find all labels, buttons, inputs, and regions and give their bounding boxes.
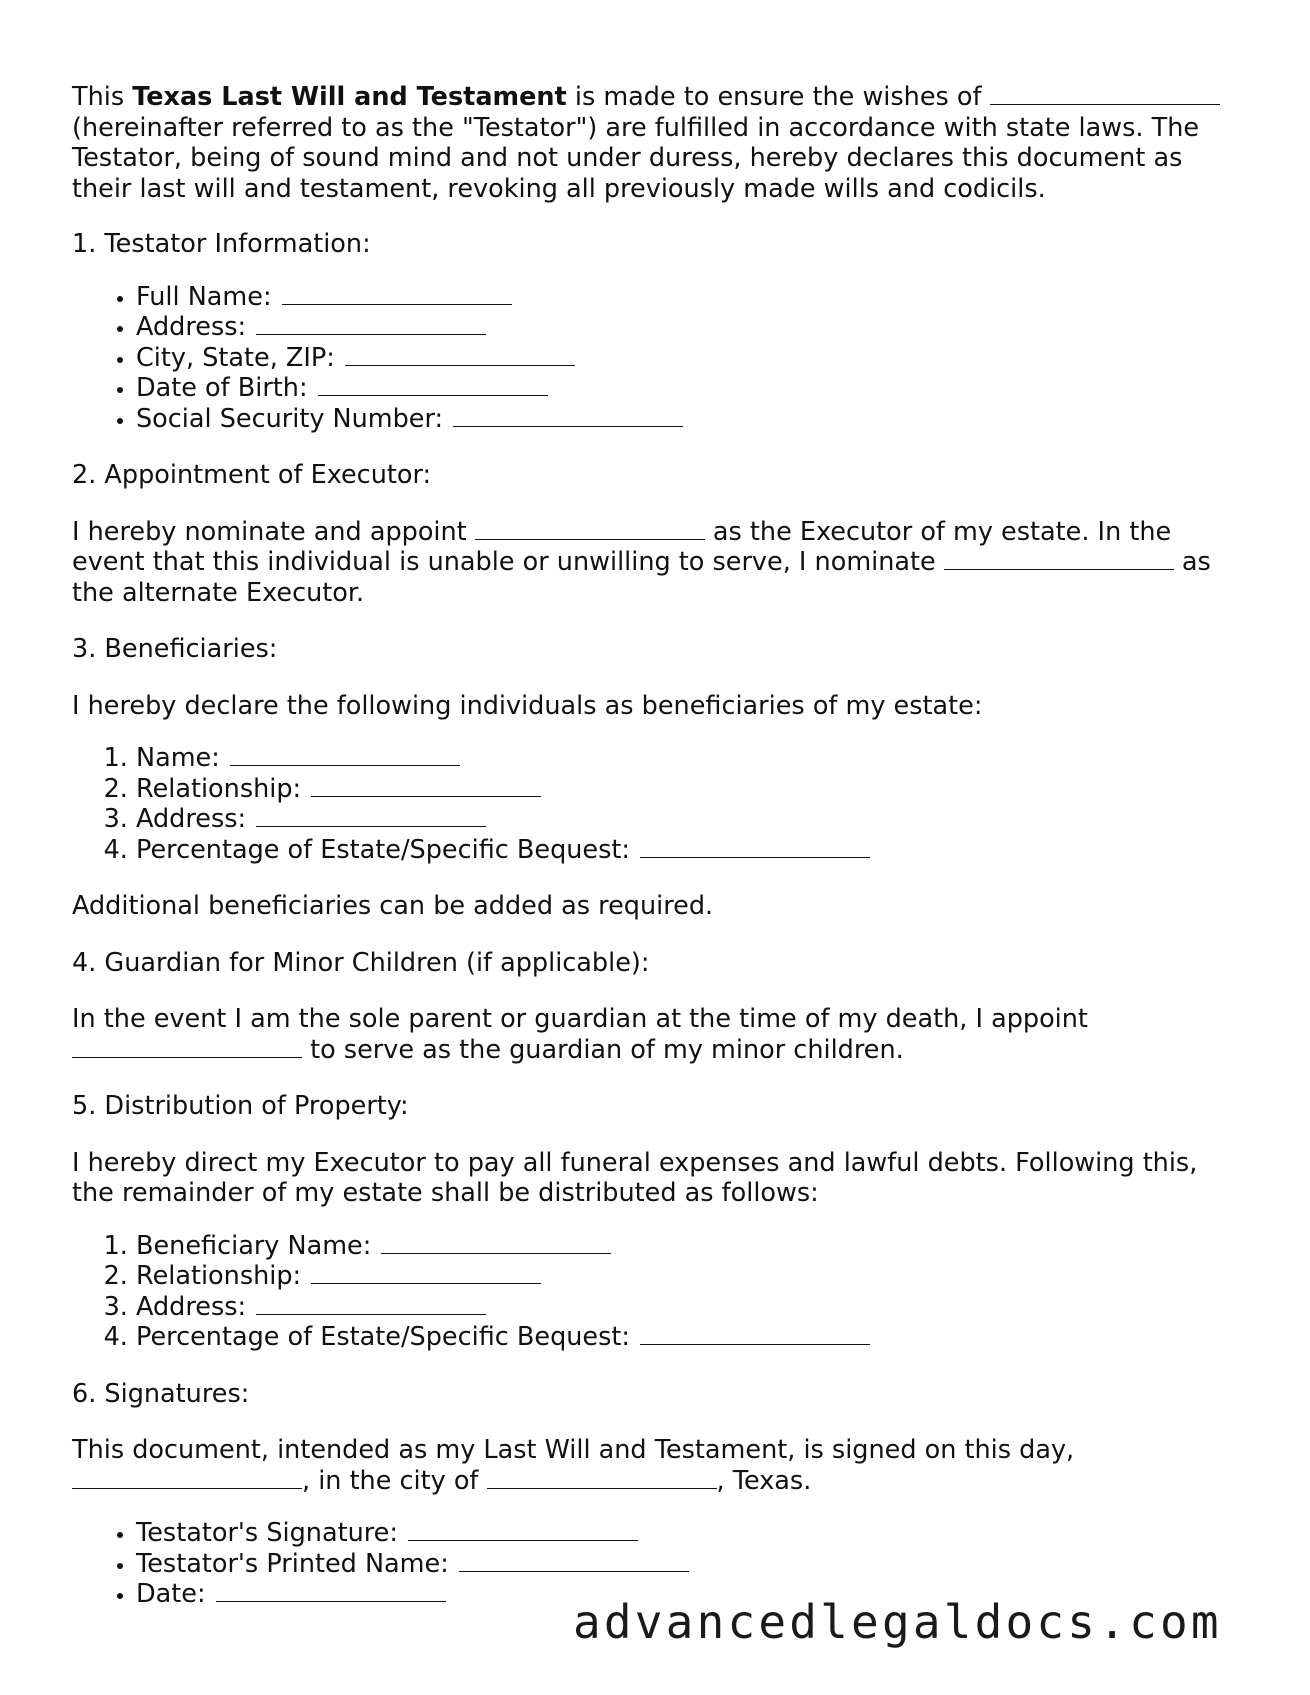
list-item: • Date of Birth: [136, 373, 1242, 404]
address-blank[interactable] [256, 312, 486, 335]
section-1-heading: 1. Testator Information: [72, 229, 371, 259]
executor-paragraph: I hereby nominate and appoint as the Executor of my estate. In the event that this individual is unable or unwilling to serve, I nominate as the alternate Executor. [72, 516, 1211, 608]
signature-paragraph: This document, intended as my Last Will and Testament, is signed on this day, , in the city of , Texas. [72, 1435, 1075, 1496]
city-state-zip-blank[interactable] [345, 343, 575, 366]
will-document [72, 82, 1242, 1636]
guardian-blank[interactable] [72, 1035, 302, 1058]
section-6-heading: 6. Signatures: [72, 1378, 250, 1409]
list-item: • Full Name: [136, 282, 1242, 313]
signature-date-blank[interactable] [216, 1579, 446, 1602]
ssn-blank[interactable] [453, 404, 683, 427]
document-title: Texas Last Will and Testament [132, 82, 567, 112]
alternate-executor-blank[interactable] [944, 547, 1174, 570]
list-item: 2. Relationship: [136, 1261, 1242, 1292]
distribution-lead: I hereby direct my Executor to pay all funeral expenses and lawful debts. Following this, the remainder of my estate shall be distributed as follows: [72, 1147, 1198, 1208]
section-4-heading: 4. Guardian for Minor Children (if applicable): [72, 947, 650, 978]
testator-signature-blank[interactable] [408, 1518, 638, 1541]
distribution-address-blank[interactable] [256, 1292, 486, 1315]
intro-paragraph: This Texas Last Will and Testament is made to ensure the wishes of (hereinafter referred to as the "Testator") are fulfilled in accordance with state laws. The Testator, being of sound mind and not under duress, hereby declares this document as their last will and testament, revoking all previously made wills and codicils. [72, 82, 1242, 204]
beneficiary-percentage-blank[interactable] [640, 835, 870, 858]
distribution-relationship-blank[interactable] [311, 1261, 541, 1284]
list-item: 1. Name: [136, 743, 1242, 774]
beneficiary-name-blank[interactable] [230, 743, 460, 766]
list-item: • City, State, ZIP: [136, 343, 1242, 374]
beneficiary-relationship-blank[interactable] [311, 774, 541, 797]
section-2-heading: 2. Appointment of Executor: [72, 460, 432, 490]
distribution-name-blank[interactable] [381, 1231, 611, 1254]
beneficiaries-note: Additional beneficiaries can be added as required. [72, 891, 714, 921]
list-item: • Testator's Printed Name: [136, 1549, 1242, 1580]
testator-printed-name-blank[interactable] [459, 1549, 689, 1572]
signing-city-blank[interactable] [487, 1466, 717, 1489]
distribution-percentage-blank[interactable] [640, 1322, 870, 1345]
list-item: • Testator's Signature: [136, 1518, 1242, 1549]
full-name-blank[interactable] [282, 282, 512, 305]
testator-name-blank[interactable] [990, 82, 1220, 105]
list-item: 1. Beneficiary Name: [136, 1231, 1242, 1262]
signing-day-blank[interactable] [72, 1466, 302, 1489]
beneficiaries-list [72, 743, 1242, 865]
watermark: advancedlegaldocs.com [573, 1595, 1222, 1649]
executor-blank[interactable] [475, 517, 705, 540]
list-item: 3. Address: [136, 804, 1242, 835]
section-3-heading: 3. Beneficiaries: [72, 634, 278, 664]
section-5-heading: 5. Distribution of Property: [72, 1091, 409, 1121]
list-item: • Social Security Number: [136, 404, 1242, 435]
list-item: • Date: [136, 1579, 1242, 1610]
beneficiary-address-blank[interactable] [256, 804, 486, 827]
list-item: 4. Percentage of Estate/Specific Bequest: [136, 1322, 1242, 1353]
distribution-list [72, 1231, 1242, 1353]
list-item: • Address: [136, 312, 1242, 343]
list-item: 3. Address: [136, 1292, 1242, 1323]
guardian-paragraph: In the event I am the sole parent or guardian at the time of my death, I appoint to serve as the guardian of my minor children. [72, 1004, 1088, 1065]
list-item: 2. Relationship: [136, 774, 1242, 805]
testator-info-list [72, 282, 1242, 435]
date-of-birth-blank[interactable] [318, 373, 548, 396]
beneficiaries-lead: I hereby declare the following individuals as beneficiaries of my estate: [72, 690, 983, 721]
list-item: 4. Percentage of Estate/Specific Bequest: [136, 835, 1242, 866]
